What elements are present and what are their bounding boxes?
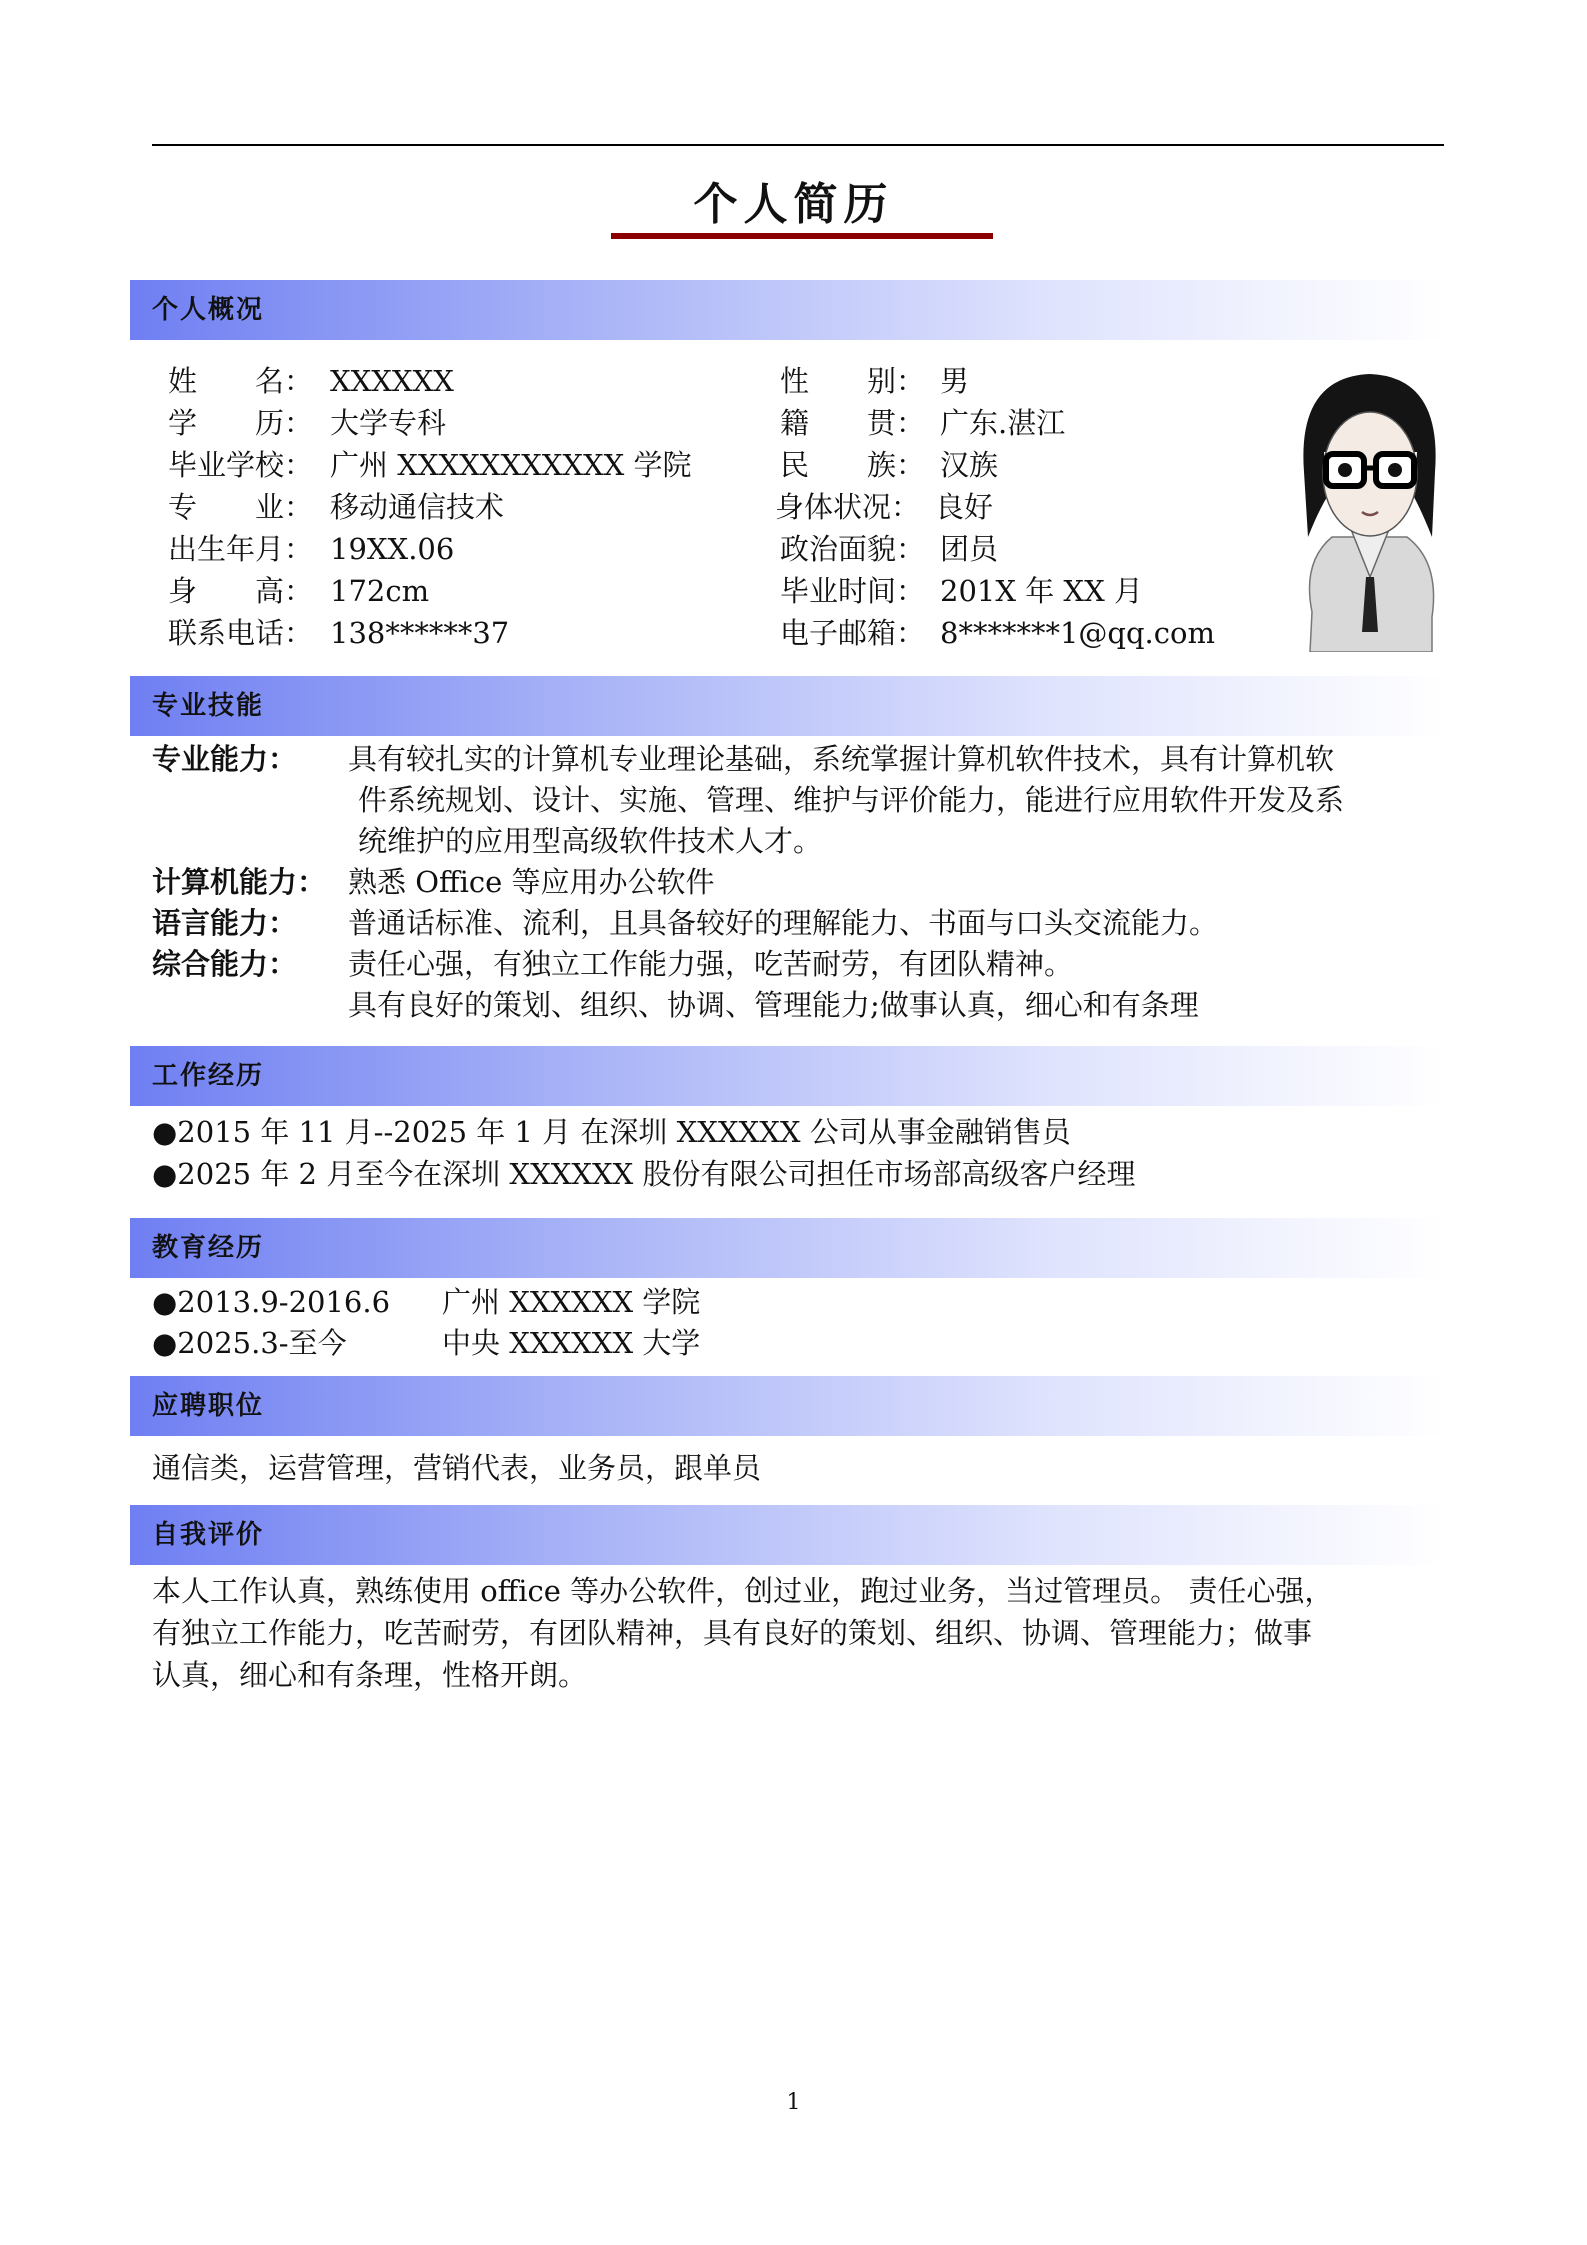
- email-label: 电子邮箱：: [780, 616, 926, 650]
- origin-label: 籍 贯：: [780, 406, 926, 440]
- nation-label: 民 族：: [780, 448, 926, 482]
- work-item: ●2025 年 2 月至今在深圳 XXXXXX 股份有限公司担任市场部高级客户经理: [152, 1157, 1136, 1191]
- education-date: ●2013.9-2016.6: [152, 1285, 391, 1319]
- professional-line-2: 件系统规划、设计、实施、管理、维护与评价能力，能进行应用软件开发及系: [358, 783, 1345, 817]
- self-line-1: 本人工作认真，熟练使用 office 等办公软件，创过业，跑过业务，当过管理员。 责任心强，: [152, 1574, 1334, 1608]
- professional-line-3: 统维护的应用型高级软件技术人才。: [358, 824, 823, 858]
- name-value: XXXXXX: [330, 364, 454, 398]
- section-header-overview: 个人概况: [130, 280, 1445, 340]
- height-label: 身 高：: [168, 574, 314, 608]
- name-label: 姓 名：: [168, 364, 314, 398]
- self-line-3: 认真，细心和有条理，性格开朗。: [152, 1658, 588, 1692]
- section-header-skills: 专业技能: [130, 676, 1445, 736]
- email-value: 8*******1@qq.com: [940, 616, 1215, 650]
- section-header-position: 应聘职位: [130, 1376, 1445, 1436]
- politics-value: 团员: [940, 532, 999, 566]
- school-value: 广州 XXXXXXXXXXX 学院: [330, 448, 692, 482]
- self-line-2: 有独立工作能力，吃苦耐劳，有团队精神，具有良好的策划、组织、协调、管理能力；做事: [152, 1616, 1313, 1650]
- page-number: 1: [786, 2090, 801, 2115]
- birth-label: 出生年月：: [168, 532, 314, 566]
- politics-label: 政治面貌：: [780, 532, 926, 566]
- health-label: 身体状况：: [775, 490, 921, 524]
- graduation-value: 201X 年 XX 月: [940, 574, 1143, 608]
- title-underline: [611, 233, 993, 239]
- top-rule: [152, 144, 1444, 146]
- section-header-self: 自我评价: [130, 1505, 1445, 1565]
- height-value: 172cm: [330, 574, 430, 608]
- computer-label: 计算机能力：: [152, 865, 327, 899]
- general-line-2: 具有良好的策划、组织、协调、管理能力;做事认真，细心和有条理: [348, 988, 1199, 1022]
- health-value: 良好: [935, 490, 994, 524]
- phone-value: 138******37: [330, 616, 510, 650]
- phone-label: 联系电话：: [168, 616, 314, 650]
- birth-value: 19XX.06: [330, 532, 455, 566]
- position-value: 通信类，运营管理，营销代表，业务员，跟单员: [152, 1451, 762, 1485]
- education-label: 学 历：: [168, 406, 314, 440]
- major-label: 专 业：: [168, 490, 314, 524]
- professional-line-1: 具有较扎实的计算机专业理论基础，系统掌握计算机软件技术，具有计算机软: [348, 742, 1335, 776]
- nation-value: 汉族: [940, 448, 999, 482]
- major-value: 移动通信技术: [330, 490, 505, 524]
- work-item: ●2015 年 11 月--2025 年 1 月 在深圳 XXXXXX 公司从事金融销售员: [152, 1115, 1071, 1149]
- avatar: [1282, 362, 1457, 652]
- general-label: 综合能力：: [152, 947, 298, 981]
- language-label: 语言能力：: [152, 906, 298, 940]
- page-title: 个人简历: [693, 179, 894, 230]
- education-school: 中央 XXXXXX 大学: [442, 1326, 701, 1360]
- school-label: 毕业学校：: [168, 448, 314, 482]
- origin-value: 广东.湛江: [940, 406, 1066, 440]
- professional-label: 专业能力：: [152, 742, 298, 776]
- education-value: 大学专科: [330, 406, 447, 440]
- general-line-1: 责任心强，有独立工作能力强，吃苦耐劳，有团队精神。: [348, 947, 1074, 981]
- section-header-work: 工作经历: [130, 1046, 1445, 1106]
- section-header-education: 教育经历: [130, 1218, 1445, 1278]
- language-value: 普通话标准、流利，且具备较好的理解能力、书面与口头交流能力。: [348, 906, 1219, 940]
- graduation-label: 毕业时间：: [780, 574, 926, 608]
- gender-label: 性 别：: [780, 364, 926, 398]
- education-date: ●2025.3-至今: [152, 1326, 347, 1360]
- gender-value: 男: [940, 364, 970, 398]
- education-school: 广州 XXXXXX 学院: [442, 1285, 701, 1319]
- computer-value: 熟悉 Office 等应用办公软件: [348, 865, 715, 899]
